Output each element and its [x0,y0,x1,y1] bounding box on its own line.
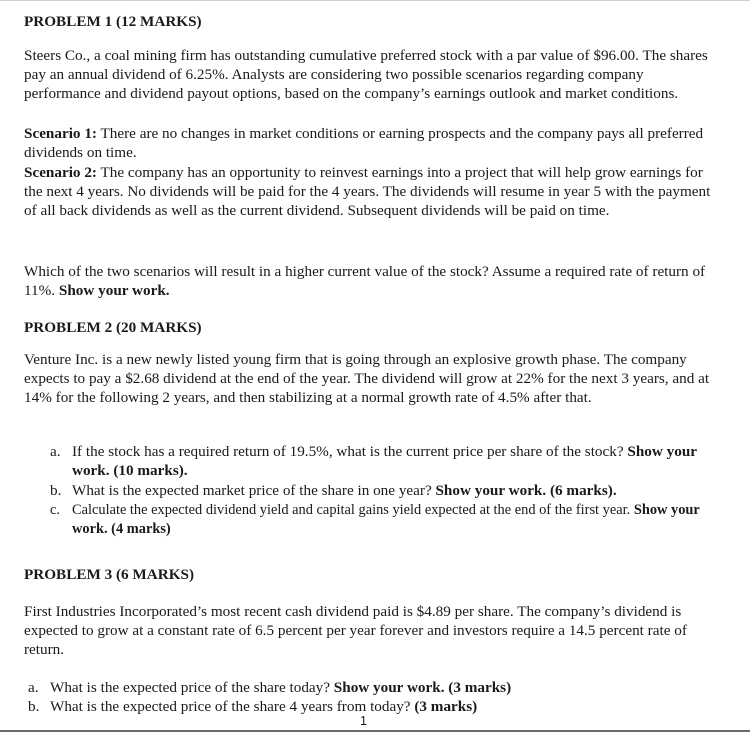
scenario2-text: The company has an opportunity to reinvest earnings into a project that will help grow earnings for the next 4 years. No dividends will be paid for the 4 years. The dividends will resume in year 5 with the payment of all back dividends as well as the current dividend. Subsequent dividends will be paid on time. [24,164,711,219]
question-bold: Show your work. [58,282,170,299]
list-item [50,442,702,480]
list-marker: a. [28,679,39,696]
item-bold: Show your work. (10 marks). [72,443,697,479]
item-text: What is the expected market price of the share in one year? [72,482,436,499]
list-item [50,501,702,538]
item-text: What is the expected price of the share today? [50,679,334,696]
scenario1-text: There are no changes in market conditions or earning prospects and the company pays all preferred dividends on time. [24,125,704,161]
item-bold: (3 marks) [414,698,478,715]
question-text: Which of the two scenarios will result in a higher current value of the stock? Assume a required rate of return of 11%. [24,263,706,299]
problem1-intro: Steers Co., a coal mining firm has outstanding cumulative preferred stock with a par value of $96.00. The shares pay an annual dividend of 6.25%. Analysts are considering two possible scenarios regarding company performance and dividend payout options, based on the company’s earnings outlook and market conditions. [24,47,708,102]
problem2-heading: PROBLEM 2 (20 MARKS) [24,319,202,336]
item-bold: Show your work. (3 marks) [333,679,512,696]
problem3-question-list [28,678,710,716]
item-bold: Show your work. (4 marks) [72,502,700,537]
problem1-scenario2 [24,163,714,220]
problem1-scenario1 [24,124,714,162]
item-text: Calculate the expected dividend yield and capital gains yield expected at the end of the first year. [72,502,634,518]
problem2-question-list [50,442,702,538]
item-text: What is the expected price of the share 4 years from today? [50,698,415,715]
page-number: 1 [360,714,367,728]
item-text: If the stock has a required return of 19.5%, what is the current price per share of the stock? [72,443,628,460]
list-marker: b. [50,482,62,499]
problem3-intro: First Industries Incorporated’s most recent cash dividend paid is $4.89 per share. The company’s dividend is expected to grow at a constant rate of 6.5 percent per year forever and investors require a 14.5 percent rate of return. [24,603,687,658]
problem1-question [24,262,714,300]
list-marker: c. [50,502,60,518]
list-item [28,697,710,716]
item-bold: Show your work. (6 marks). [435,482,617,499]
top-border [0,0,750,1]
problem2-intro: Venture Inc. is a new newly listed young firm that is going through an explosive growth phase. The company expects to pay a $2.68 dividend at the end of the year. The dividend will grow at 22% for the next 3 years, and at 14% for the following 2 years, and then stabilizing at a normal growth rate of 4.5% after that. [24,351,710,406]
problem3-heading: PROBLEM 3 (6 MARKS) [24,566,195,583]
list-item [50,481,702,500]
scenario2-label: Scenario 2: [24,164,97,181]
list-marker: a. [50,443,61,460]
list-item [28,678,710,697]
scenario1-label: Scenario 1: [24,125,97,142]
list-marker: b. [28,698,40,715]
problem1-heading: PROBLEM 1 (12 MARKS) [24,13,202,30]
